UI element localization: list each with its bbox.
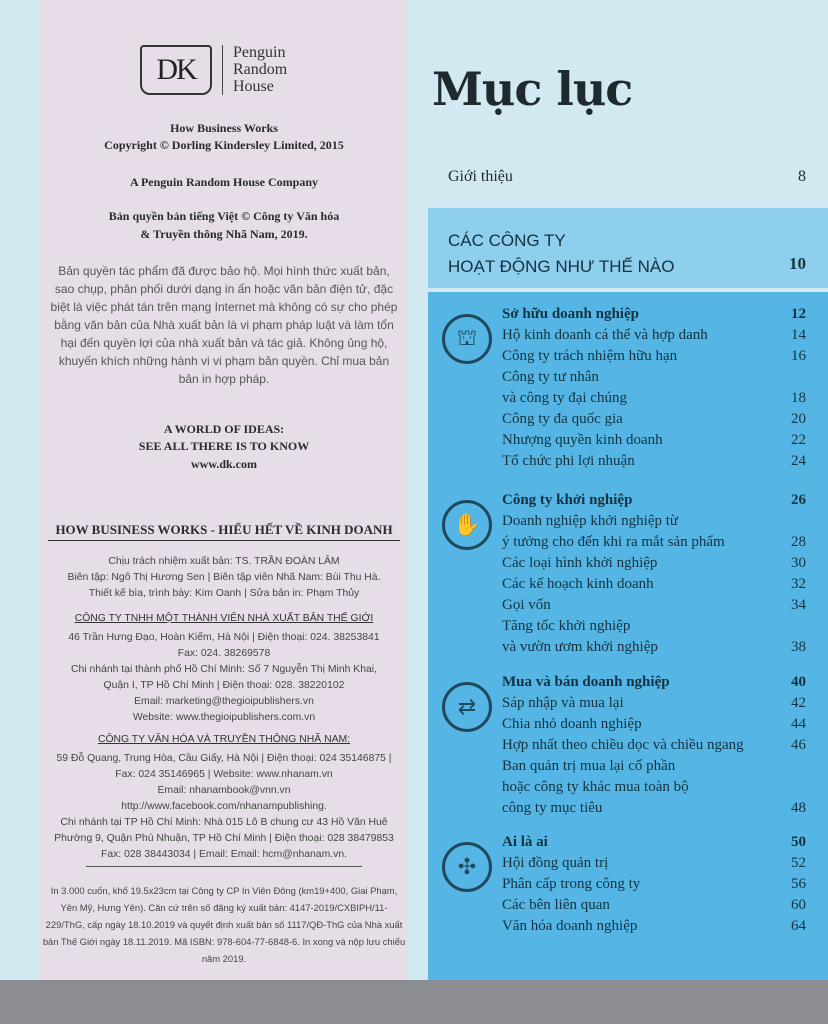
entry-page: 52	[791, 855, 806, 871]
toc-section	[502, 304, 806, 472]
entry-label: Doanh nghiệp khởi nghiệp từ ý tưởng cho đến khi ra mắt sản phẩm	[502, 513, 725, 550]
ownership-icon: ⛫	[442, 314, 492, 364]
toc-entry[interactable]	[502, 916, 806, 937]
entry-label: Nhượng quyền kinh doanh	[502, 432, 663, 448]
entry-page: 56	[791, 876, 806, 892]
toc-entry[interactable]	[502, 409, 806, 430]
entry-label: Công ty khởi nghiệp	[502, 492, 633, 508]
toc-section	[502, 672, 806, 819]
toc-entry[interactable]	[502, 325, 806, 346]
entry-page: 18	[791, 390, 806, 406]
entry-label: Các loại hình khởi nghiệp	[502, 555, 658, 571]
entry-page: 42	[791, 695, 806, 711]
entry-label: Công ty trách nhiệm hữu hạn	[502, 348, 678, 364]
entry-page: 64	[791, 918, 806, 934]
entry-page: 30	[791, 555, 806, 571]
copyright-notice: Bản quyền tác phẩm đã được bảo hộ. Mọi hình thức xuất bản, sao chụp, phân phối dưới dạng in ấn hoặc văn bản điện tử, đặc biệt là việc phát tán trên mạng Internet mà không có sự cho phép bằng văn bản của Nhà xuất bản là vi phạm pháp luật và làm tổn hại đến quyền lợi của nhà xuất bản và tác giả. Không ủng hộ, khuyến khích những hành vi vi phạm bản quyền. Chỉ mua bản bản in hợp pháp.	[50, 264, 398, 386]
handshake-exchange-icon: ⇄	[442, 682, 492, 732]
credits: Chịu trách nhiệm xuất bản: TS. TRẦN ĐOÀN LÂM Biên tập: Ngô Thị Hương Sen | Biên tập viên Nhã Nam: Bùi Thu Hà. Thiết kế bìa, trình bày: Kim Oanh | Sửa bản in: Phạm Thủy	[67, 556, 381, 599]
company-line: A Penguin Random House Company	[129, 175, 319, 189]
entry-page: 8	[798, 168, 806, 185]
dk-prh-logo	[140, 44, 287, 95]
entry-label: Ban quản trị mua lại cổ phần hoặc công ty khác mua toàn bộ công ty mục tiêu	[502, 758, 689, 816]
logo-divider	[222, 45, 223, 95]
entry-page: 44	[791, 716, 806, 732]
entry-label: Văn hóa doanh nghiệp	[502, 918, 638, 934]
entry-page: 38	[791, 639, 806, 655]
dk-logo-icon: DK	[140, 45, 212, 95]
toc-entry[interactable]	[502, 511, 806, 553]
vn-rights-2: & Truyền thông Nhã Nam, 2019.	[140, 227, 308, 241]
entry-page: 16	[791, 348, 806, 364]
toc-entry[interactable]	[502, 895, 806, 916]
entry-page: 50	[791, 834, 806, 850]
toc-entry[interactable]	[502, 595, 806, 616]
entry-label: Tổ chức phi lợi nhuận	[502, 453, 635, 469]
entry-label: Hội đồng quản trị	[502, 855, 609, 871]
vn-edition-title: HOW BUSINESS WORKS - HIỂU HẾT VỀ KINH DOANH	[48, 522, 400, 541]
scan-edge	[0, 980, 828, 1024]
chapter-page: 10	[789, 254, 806, 273]
entry-label: Hợp nhất theo chiều dọc và chiều ngang	[502, 737, 744, 753]
toc-section	[502, 490, 806, 658]
chapter-title: CÁC CÔNG TY HOẠT ĐỘNG NHƯ THẾ NÀO	[448, 231, 675, 276]
entry-label: Các bên liên quan	[502, 897, 610, 913]
toc-body	[428, 292, 828, 980]
entry-page: 40	[791, 674, 806, 690]
toc-entry[interactable]	[502, 756, 806, 819]
nhanam-heading: CÔNG TY VĂN HÓA VÀ TRUYỀN THÔNG NHÃ NAM:	[97, 734, 351, 745]
toc-entry[interactable]	[502, 874, 806, 895]
entry-page: 46	[791, 737, 806, 753]
toc-entry[interactable]	[502, 346, 806, 367]
nhanam-info: 59 Đỗ Quang, Trung Hòa, Cầu Giấy, Hà Nội | Điện thoại: 024 35146875 | Fax: 024 35146965 | Website: www.nhanam.vn Email: nhanambook@vnn.vn http://www.facebook.com/nhanampublishing. Chi nhánh tại TP Hồ Chí Minh: Nhà 015 Lô B chung cư 43 Hồ Văn Huê Phường 9, Quận Phú Nhuận, TP Hồ Chí Minh | Điện thoại: 028 38479853 Fax: 028 38443034 | Email: Email: hcm@nhanam.vn.	[54, 753, 394, 860]
entry-label: Tăng tốc khởi nghiệp và vườn ươm khởi nghiệp	[502, 618, 658, 655]
publisher-heading: CÔNG TY TNHH MỘT THÀNH VIÊN NHÀ XUẤT BẢN THẾ GIỚI	[74, 613, 374, 624]
entry-page: 60	[791, 897, 806, 913]
prh-line: Penguin	[233, 44, 286, 61]
toc-entry[interactable]	[502, 430, 806, 451]
toc-entry[interactable]	[502, 693, 806, 714]
toc-entry[interactable]	[502, 451, 806, 472]
entry-label: Hộ kinh doanh cá thể và hợp danh	[502, 327, 708, 343]
entry-page: 26	[791, 492, 806, 508]
toc-entry[interactable]	[502, 832, 806, 853]
entry-label: Các kế hoạch kinh doanh	[502, 576, 654, 592]
entry-label: Sáp nhập và mua lại	[502, 695, 624, 711]
publisher-info: 46 Trần Hưng Đạo, Hoàn Kiếm, Hà Nội | Điện thoại: 024. 38253841 Fax: 024. 38269578 Chi nhánh tại thành phố Hồ Chí Minh: Số 7 Nguyễn Thị Minh Khai, Quận I, TP Hồ Chí Minh | Điện thoại: 028. 38220102 Email: marketing@thegioipublishers.vn Website: www.thegioipublishers.com.vn	[68, 632, 380, 723]
entry-label: Sở hữu doanh nghiệp	[502, 306, 639, 322]
toc-entry[interactable]	[502, 553, 806, 574]
toc-entry[interactable]	[502, 490, 806, 511]
entry-page: 20	[791, 411, 806, 427]
chapter-header	[428, 208, 828, 288]
toc-entry[interactable]	[502, 714, 806, 735]
entry-page: 12	[791, 306, 806, 322]
entry-label: Công ty tư nhân và công ty đại chúng	[502, 369, 627, 406]
toc-entry[interactable]	[502, 853, 806, 874]
entry-page: 24	[791, 453, 806, 469]
prh-line: Random	[233, 61, 288, 78]
startup-hand-plant-icon: ✋	[442, 500, 492, 550]
vn-rights-1: Bản quyền bản tiếng Việt © Công ty Văn hóa	[108, 209, 340, 223]
people-network-icon: ✣	[442, 842, 492, 892]
entry-label: Giới thiệu	[448, 168, 513, 185]
toc-entry-intro	[448, 168, 806, 186]
toc-entry[interactable]	[502, 367, 806, 409]
divider	[86, 866, 362, 867]
toc-section	[502, 832, 806, 937]
toc-entry[interactable]	[502, 735, 806, 756]
entry-page: 32	[791, 576, 806, 592]
world-ideas-2: SEE ALL THERE IS TO KNOW	[138, 439, 310, 453]
prh-line: House	[233, 78, 274, 95]
entry-label: Chia nhỏ doanh nghiệp	[502, 716, 642, 732]
entry-label: Mua và bán doanh nghiệp	[502, 674, 670, 690]
world-ideas-1: A WORLD OF IDEAS:	[163, 422, 285, 436]
dk-website: www.dk.com	[190, 457, 257, 471]
toc-entry[interactable]	[502, 616, 806, 658]
entry-label: Phân cấp trong công ty	[502, 876, 641, 892]
entry-page: 48	[791, 800, 806, 816]
entry-label: Ai là ai	[502, 834, 548, 850]
copyright-page	[40, 0, 408, 980]
prh-wordmark	[233, 44, 287, 95]
entry-page: 34	[791, 597, 806, 613]
copyright-line: Copyright © Dorling Kindersley Limited, 2015	[104, 138, 344, 152]
entry-label: Công ty đa quốc gia	[502, 411, 623, 427]
book-title: How Business Works	[170, 121, 278, 135]
entry-page: 22	[791, 432, 806, 448]
entry-page: 28	[791, 534, 806, 550]
entry-page: 14	[791, 327, 806, 343]
toc-entry[interactable]	[502, 304, 806, 325]
printing-info: In 3.000 cuốn, khổ 19.5x23cm tại Công ty CP In Viên Đông (km19+400, Giai Phạm, Yên Mỹ, Hưng Yên). Căn cứ trên số đăng ký xuất bản: 4147-2019/CXBIPH/11-229/ThG, cấp ngày 18.10.2019 và quyết định xuất bản số 1117/QĐ-ThG của Nhà xuất bản Thế Giới ngày 18.11.2019. Mã ISBN: 978-604-77-6848-6. In xong và nộp lưu chiểu năm 2019.	[42, 885, 406, 964]
entry-label: Gọi vốn	[502, 597, 551, 613]
toc-entry[interactable]	[502, 672, 806, 693]
toc-title: Mục lục	[432, 62, 633, 116]
toc-entry[interactable]	[502, 574, 806, 595]
